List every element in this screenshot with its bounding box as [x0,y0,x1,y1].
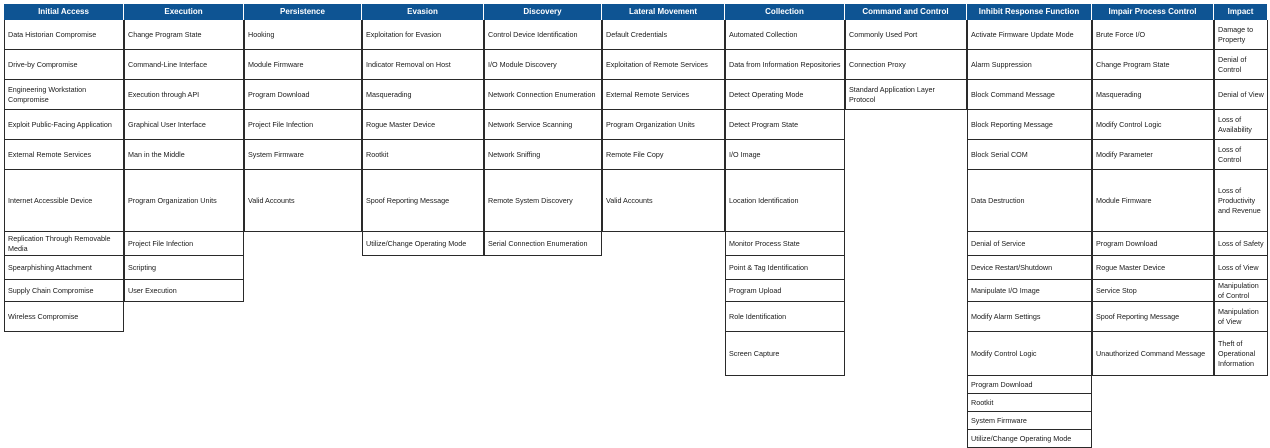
technique-cell[interactable] [1214,302,1268,332]
technique-label: Modify Parameter [1096,149,1153,159]
technique-label: Engineering Workstation Compromise [8,84,87,104]
technique-label: Remote System Discovery [488,195,573,205]
technique-label: Utilize/Change Operating Mode [366,238,467,248]
technique-cell[interactable] [1214,20,1268,50]
technique-label: Rogue Master Device [366,119,436,129]
technique-label: Service Stop [1096,285,1137,295]
technique-cell[interactable] [602,140,725,170]
technique-cell[interactable] [1214,140,1268,170]
technique-cell[interactable] [4,170,124,232]
technique-cell[interactable] [725,256,845,280]
technique-label: Monitor Process State [729,238,800,248]
technique-cell[interactable] [362,232,484,256]
technique-cell[interactable] [845,80,967,110]
technique-label: Scripting [128,262,156,272]
technique-cell[interactable] [725,20,845,50]
technique-label: Rootkit [366,149,389,159]
technique-cell[interactable] [362,50,484,80]
technique-cell[interactable] [725,50,845,80]
technique-cell[interactable] [4,302,124,332]
technique-label: Spoof Reporting Message [1096,311,1180,321]
tactic-header[interactable]: Persistence [244,4,362,20]
technique-cell[interactable] [1092,20,1214,50]
technique-cell[interactable] [725,280,845,302]
technique-label: Commonly Used Port [849,29,918,39]
technique-label: Program Download [1096,238,1158,248]
technique-label: Device Restart/Shutdown [971,262,1053,272]
technique-cell[interactable] [124,280,244,302]
technique-label: Program Organization Units [128,195,217,205]
technique-cell[interactable] [602,80,725,110]
technique-label: Exploitation for Evasion [366,29,442,39]
technique-label: Rogue Master Device [1096,262,1166,272]
technique-label: Graphical User Interface [128,119,206,129]
technique-cell[interactable] [124,50,244,80]
technique-cell[interactable] [967,20,1092,50]
technique-cell[interactable] [484,140,602,170]
technique-cell[interactable] [484,50,602,80]
technique-cell[interactable] [124,80,244,110]
technique-label: Manipulate I/O Image [971,285,1040,295]
technique-label: Program Organization Units [606,119,695,129]
technique-cell[interactable] [967,232,1092,256]
technique-cell[interactable] [967,280,1092,302]
technique-cell[interactable] [124,170,244,232]
technique-label: Rootkit [971,397,994,407]
technique-label: System Firmware [248,149,304,159]
technique-cell[interactable] [1092,256,1214,280]
technique-cell[interactable] [124,20,244,50]
technique-cell[interactable] [4,110,124,140]
technique-label: Denial of Service [971,238,1026,248]
technique-label: Block Serial COM [971,149,1028,159]
technique-cell[interactable] [4,232,124,256]
technique-label: Block Command Message [971,89,1055,99]
technique-label: Location Identification [729,195,799,205]
technique-label: Denial of Control [1218,54,1247,74]
technique-cell[interactable] [1214,232,1268,256]
technique-label: Valid Accounts [248,195,295,205]
technique-label: Default Credentials [606,29,668,39]
technique-cell[interactable] [1214,332,1268,376]
tactic-header[interactable]: Lateral Movement [602,4,725,20]
technique-cell[interactable] [124,110,244,140]
technique-cell[interactable] [4,256,124,280]
technique-cell[interactable] [124,140,244,170]
technique-cell[interactable] [484,80,602,110]
technique-cell[interactable] [1092,332,1214,376]
technique-label: Change Program State [128,29,202,39]
technique-cell[interactable] [967,256,1092,280]
technique-cell[interactable] [1092,170,1214,232]
technique-label: Data Historian Compromise [8,29,97,39]
technique-cell[interactable] [484,110,602,140]
technique-cell[interactable] [967,140,1092,170]
technique-cell[interactable] [845,20,967,50]
tactic-header[interactable]: Evasion [362,4,484,20]
technique-cell[interactable] [1214,256,1268,280]
attack-matrix [4,4,1268,444]
technique-label: Screen Capture [729,348,780,358]
technique-label: Program Download [248,89,310,99]
technique-cell[interactable] [967,394,1092,412]
tactic-header[interactable]: Initial Access [4,4,124,20]
technique-label: Indicator Removal on Host [366,59,451,69]
technique-label: External Remote Services [8,149,92,159]
technique-cell[interactable] [967,332,1092,376]
technique-label: Network Connection Enumeration [488,89,596,99]
technique-label: Valid Accounts [606,195,653,205]
technique-label: Command-Line Interface [128,59,208,69]
technique-cell[interactable] [244,140,362,170]
technique-cell[interactable] [362,110,484,140]
tactic-header[interactable]: Collection [725,4,845,20]
technique-label: Modify Alarm Settings [971,311,1041,321]
technique-label: Wireless Compromise [8,311,79,321]
technique-cell[interactable] [967,302,1092,332]
technique-label: Network Sniffing [488,149,541,159]
technique-label: Serial Connection Enumeration [488,238,588,248]
technique-cell[interactable] [484,170,602,232]
technique-cell[interactable] [967,376,1092,394]
tactic-header[interactable]: Impact [1214,4,1268,20]
technique-label: Manipulation of Control [1218,280,1259,300]
tactic-header[interactable]: Inhibit Response Function [967,4,1092,20]
technique-label: Block Reporting Message [971,119,1053,129]
technique-label: Drive-by Compromise [8,59,78,69]
technique-cell[interactable] [967,430,1092,448]
technique-label: Utilize/Change Operating Mode [971,433,1072,443]
technique-label: Standard Application Layer Protocol [849,84,935,104]
technique-label: Change Program State [1096,59,1170,69]
technique-cell[interactable] [4,20,124,50]
technique-cell[interactable] [244,80,362,110]
technique-cell[interactable] [602,110,725,140]
technique-cell[interactable] [1092,80,1214,110]
technique-cell[interactable] [1092,50,1214,80]
technique-cell[interactable] [967,170,1092,232]
technique-label: Control Device Identification [488,29,578,39]
technique-label: Denial of View [1218,89,1264,99]
technique-cell[interactable] [244,170,362,232]
technique-cell[interactable] [967,412,1092,430]
technique-cell[interactable] [1092,140,1214,170]
technique-cell[interactable] [1214,280,1268,302]
technique-cell[interactable] [725,232,845,256]
technique-cell[interactable] [362,20,484,50]
technique-label: I/O Image [729,149,761,159]
technique-label: Module Firmware [248,59,304,69]
technique-cell[interactable] [1092,110,1214,140]
technique-label: Program Upload [729,285,782,295]
technique-label: Spearphishing Attachment [8,262,92,272]
tactic-header[interactable]: Command and Control [845,4,967,20]
technique-cell[interactable] [4,280,124,302]
technique-label: Point & Tag Identification [729,262,808,272]
technique-label: I/O Module Discovery [488,59,557,69]
technique-cell[interactable] [362,140,484,170]
technique-cell[interactable] [845,50,967,80]
technique-label: Modify Control Logic [971,348,1037,358]
tactic-header[interactable]: Execution [124,4,244,20]
technique-label: Modify Control Logic [1096,119,1162,129]
technique-label: Network Service Scanning [488,119,573,129]
technique-cell[interactable] [484,232,602,256]
technique-label: Project File Infection [128,238,194,248]
technique-cell[interactable] [967,80,1092,110]
tactic-header[interactable]: Discovery [484,4,602,20]
technique-label: Masquerading [1096,89,1142,99]
technique-cell[interactable] [1092,302,1214,332]
technique-cell[interactable] [602,50,725,80]
technique-label: Loss of View [1218,262,1259,272]
technique-label: Masquerading [366,89,412,99]
technique-cell[interactable] [1214,80,1268,110]
technique-label: Data Destruction [971,195,1025,205]
technique-cell[interactable] [244,20,362,50]
technique-cell[interactable] [4,80,124,110]
technique-cell[interactable] [725,302,845,332]
technique-cell[interactable] [124,232,244,256]
technique-label: Spoof Reporting Message [366,195,450,205]
technique-cell[interactable] [1214,170,1268,232]
technique-label: Damage to Property [1218,24,1254,44]
technique-cell[interactable] [4,140,124,170]
technique-label: Detect Program State [729,119,799,129]
technique-label: Automated Collection [729,29,798,39]
technique-label: Exploitation of Remote Services [606,59,708,69]
technique-cell[interactable] [725,140,845,170]
technique-cell[interactable] [602,20,725,50]
technique-label: Role Identification [729,311,787,321]
technique-label: Internet Accessible Device [8,195,93,205]
technique-label: Detect Operating Mode [729,89,804,99]
technique-label: Man in the Middle [128,149,185,159]
technique-label: Brute Force I/O [1096,29,1146,39]
technique-label: User Execution [128,285,177,295]
technique-cell[interactable] [124,256,244,280]
technique-label: Alarm Suppression [971,59,1032,69]
technique-cell[interactable] [602,170,725,232]
technique-label: Replication Through Removable Media [8,233,111,253]
technique-label: Supply Chain Compromise [8,285,94,295]
tactic-header[interactable]: Impair Process Control [1092,4,1214,20]
technique-label: External Remote Services [606,89,690,99]
technique-cell[interactable] [967,110,1092,140]
technique-label: Remote File Copy [606,149,664,159]
technique-cell[interactable] [362,80,484,110]
technique-cell[interactable] [1092,232,1214,256]
technique-label: System Firmware [971,415,1027,425]
technique-label: Activate Firmware Update Mode [971,29,1074,39]
technique-label: Loss of Availability [1218,114,1252,134]
technique-cell[interactable] [725,80,845,110]
technique-cell[interactable] [725,110,845,140]
technique-label: Execution through API [128,89,200,99]
technique-cell[interactable] [967,50,1092,80]
technique-label: Loss of Safety [1218,238,1264,248]
technique-cell[interactable] [244,110,362,140]
technique-cell[interactable] [362,170,484,232]
technique-label: Connection Proxy [849,59,906,69]
technique-label: Project File Infection [248,119,314,129]
technique-cell[interactable] [4,50,124,80]
technique-label: Loss of Control [1218,144,1242,164]
technique-cell[interactable] [244,50,362,80]
technique-cell[interactable] [725,332,845,376]
technique-cell[interactable] [725,170,845,232]
technique-cell[interactable] [1214,110,1268,140]
technique-label: Module Firmware [1096,195,1152,205]
technique-label: Loss of Productivity and Revenue [1218,185,1261,215]
technique-label: Unauthorized Command Message [1096,348,1206,358]
technique-label: Hooking [248,29,275,39]
technique-label: Data from Information Repositories [729,59,841,69]
technique-label: Theft of Operational Information [1218,338,1256,368]
technique-label: Exploit Public-Facing Application [8,119,112,129]
technique-label: Program Download [971,379,1033,389]
technique-cell[interactable] [484,20,602,50]
technique-cell[interactable] [1214,50,1268,80]
technique-cell[interactable] [1092,280,1214,302]
technique-label: Manipulation of View [1218,306,1259,326]
